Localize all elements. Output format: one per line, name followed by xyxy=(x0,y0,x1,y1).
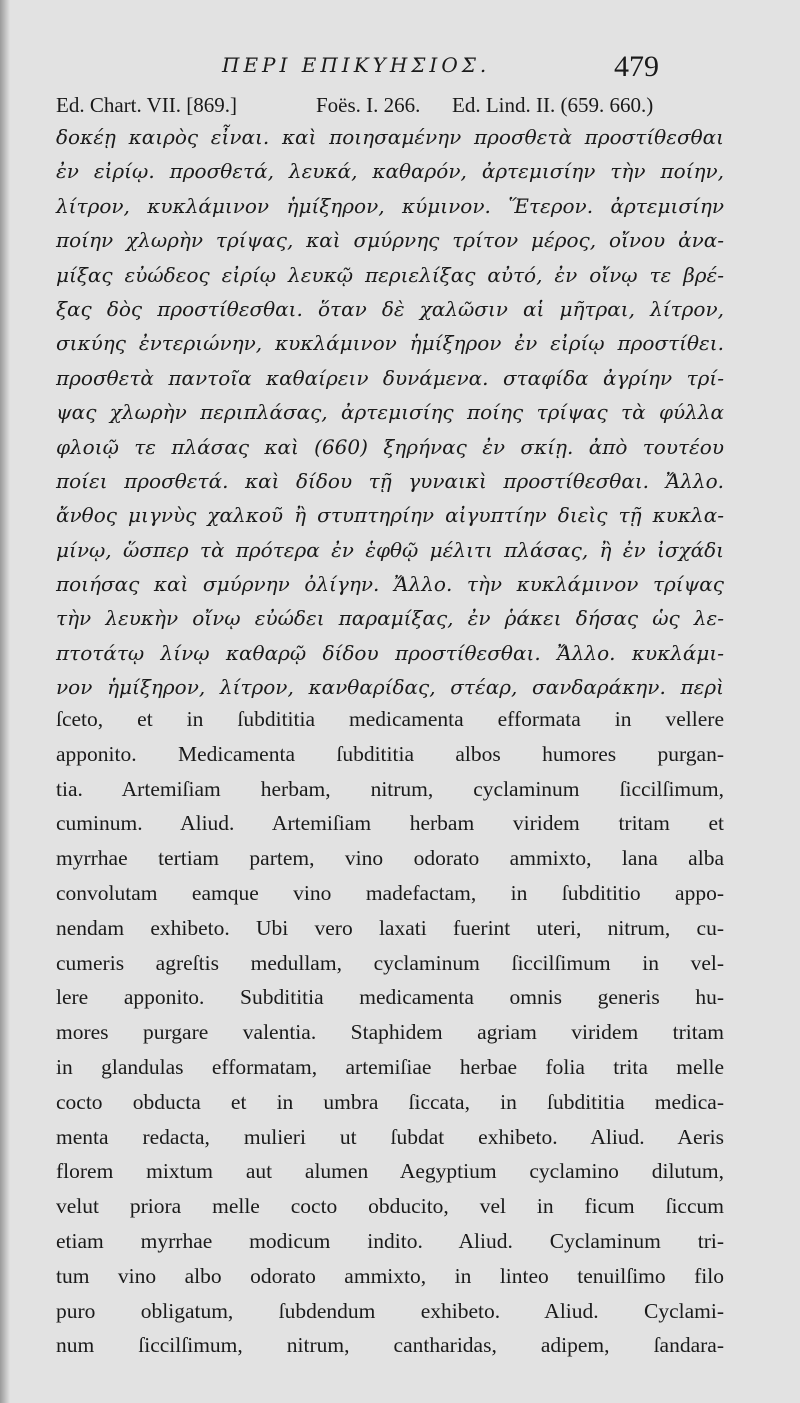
greek-text-line: ξας δὸς προστίθεσθαι. ὅταν δὲ χαλῶσιν αἱ μῆτραι, λίτρον, xyxy=(56,296,724,321)
latin-text-line: apponito. Medicamenta ſubdititia albos humores purgan- xyxy=(56,741,724,766)
latin-text-block xyxy=(56,702,724,1363)
greek-text-line: δοκέῃ καιρὸς εἶναι. καὶ ποιησαμένην προσθετὰ προστίθεσθαι xyxy=(56,125,724,149)
latin-text-line: velut priora melle cocto obducito, vel in ficum ſiccum xyxy=(56,1194,724,1219)
latin-text-line: tum vino albo odorato ammixto, in linteo tenuilſimo filo xyxy=(56,1263,724,1288)
latin-text-line: etiam myrrhae modicum indito. Aliud. Cyclaminum tri- xyxy=(56,1228,724,1253)
latin-text-line: num ſiccilſimum, nitrum, cantharidas, adipem, ſandara- xyxy=(56,1333,724,1358)
running-head xyxy=(0,50,800,90)
greek-text-line: προσθετὰ παντοῖα καθαίρειν δυνάμενα. σταφίδα ἀγρίην τρί- xyxy=(56,365,724,390)
latin-text-line: cumeris agreſtis medullam, cyclaminum ſiccilſimum in vel- xyxy=(56,950,724,975)
latin-text-line: convolutam eamque vino madefactam, in ſubdititio appo- xyxy=(56,880,724,905)
greek-text-line: ἐν εἰρίῳ. προσθετά, λευκά, καθαρόν, ἀρτεμισίην τὴν ποίην, xyxy=(56,159,724,184)
greek-text-line: ποιήσας καὶ σμύρνην ὀλίγην. Ἄλλο. τὴν κυκλάμινον τρίψας xyxy=(56,572,724,597)
greek-text-line: τὴν λευκὴν οἴνῳ εὐώδει παραμίξας, ἐν ῥάκει δήσας ὡς λε- xyxy=(56,606,724,631)
latin-text-line: tia. Artemiſiam herbam, nitrum, cyclaminum ſiccilſimum, xyxy=(56,776,724,801)
greek-text-line: ἄνθος μιγνὺς χαλκοῦ ἢ στυπτηρίην αἰγυπτίην διεὶς τῇ κυκλα- xyxy=(56,503,724,528)
edition-chart-ref: Ed. Chart. VII. [869.] xyxy=(56,93,237,117)
latin-text-line: mores purgare valentia. Staphidem agriam viridem tritam xyxy=(56,1020,724,1045)
greek-text-line: νον ἡμίξηρον, λίτρον, κανθαρίδας, στέαρ, σανδαράκην. περὶ xyxy=(56,675,724,700)
page-number: 479 xyxy=(614,50,659,83)
edition-lind-ref: Ed. Lind. II. (659. 660.) xyxy=(452,93,654,117)
greek-text-line: ψας χλωρὴν περιπλάσας, ἀρτεμισίης ποίης τρίψας τὰ φύλλα xyxy=(56,400,724,425)
greek-text-line: ποίει προσθετά. καὶ δίδου τῇ γυναικὶ προστίθεσθαι. Ἄλλο. xyxy=(56,468,724,493)
greek-text-line: μίξας εὐώδεος εἰρίῳ λευκῷ περιελίξας αὐτό, ἐν οἴνῳ τε βρέ- xyxy=(56,262,724,287)
latin-text-line: florem mixtum aut alumen Aegyptium cyclamino dilutum, xyxy=(56,1159,724,1184)
latin-text-line: ſceto, et in ſubdititia medicamenta efformata in vellere xyxy=(56,707,724,731)
latin-text-line: myrrhae tertiam partem, vino odorato ammixto, lana alba xyxy=(56,846,724,871)
running-title: ΠΕΡΙ ΕΠΙΚΥΗΣΙΟΣ. xyxy=(222,53,491,77)
edition-foes-ref: Foës. I. 266. xyxy=(316,93,421,117)
greek-text-line: ποίην χλωρὴν τρίψας, καὶ σμύρνης τρίτον μέρος, οἴνου ἀνα- xyxy=(56,228,724,253)
greek-text-line: πτοτάτῳ λίνῳ καθαρῷ δίδου προστίθεσθαι. Ἄλλο. κυκλάμι- xyxy=(56,640,724,665)
greek-text-line: σικύης ἐντεριώνην, κυκλάμινον ἡμίξηρον ἐν εἰρίῳ προστίθει. xyxy=(56,331,724,356)
latin-text-line: in glandulas efformatam, artemiſiae herbae folia trita melle xyxy=(56,1054,724,1079)
latin-text-line: cuminum. Aliud. Artemiſiam herbam viridem tritam et xyxy=(56,811,724,836)
greek-text-line: φλοιῷ τε πλάσας καὶ (660) ξηρήνας ἐν σκίῃ. ἀπὸ τουτέου xyxy=(56,434,724,459)
latin-text-line: lere apponito. Subdititia medicamenta omnis generis hu- xyxy=(56,985,724,1010)
greek-text-line: λίτρον, κυκλάμινον ἡμίξηρον, κύμινον. Ἕτερον. ἀρτεμισίην xyxy=(56,193,724,218)
latin-text-line: menta redacta, mulieri ut ſubdat exhibeto. Aliud. Aeris xyxy=(56,1124,724,1149)
gutter-shadow xyxy=(0,0,10,1403)
greek-text-block xyxy=(56,120,724,705)
latin-text-line: puro obligatum, ſubdendum exhibeto. Aliud. Cyclami- xyxy=(56,1298,724,1323)
latin-text-line: nendam exhibeto. Ubi vero laxati fuerint uteri, nitrum, cu- xyxy=(56,915,724,940)
latin-text-line: cocto obducta et in umbra ſiccata, in ſubdititia medica- xyxy=(56,1089,724,1114)
greek-text-line: μίνῳ, ὥσπερ τὰ πρότερα ἐν ἑφθῷ μέλιτι πλάσας, ἢ ἐν ἰσχάδι xyxy=(56,537,724,562)
